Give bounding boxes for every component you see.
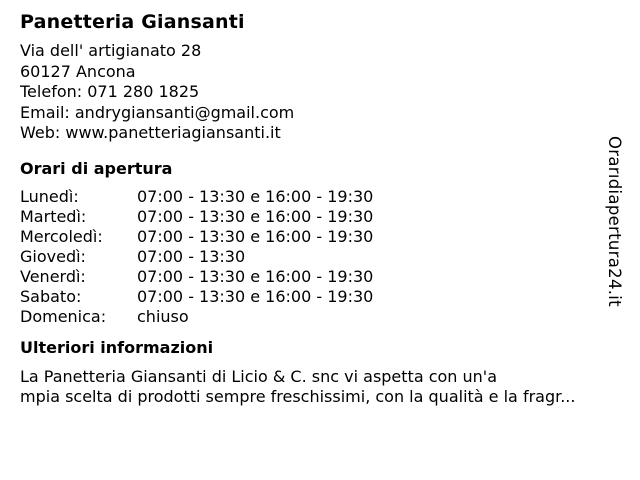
phone-line: Telefon: 071 280 1825 xyxy=(20,82,200,101)
web-line: Web: www.panetteriagiansanti.it xyxy=(20,123,281,142)
description-line: mpia scelta di prodotti sempre freschissimi, con la qualità e la fragr... xyxy=(20,386,576,406)
further-info-heading: Ulteriori informazioni xyxy=(20,337,214,357)
address-street: Via dell' artigianato 28 xyxy=(20,41,202,60)
business-card xyxy=(20,10,620,407)
hours-row-saturday xyxy=(20,287,620,307)
day-label: Martedì: xyxy=(20,206,87,226)
hours-row-friday xyxy=(20,267,620,287)
business-name: Panetteria Giansanti xyxy=(20,11,245,33)
day-label: Venerdì: xyxy=(20,266,86,286)
day-hours: 07:00 - 13:30 e 16:00 - 19:30 xyxy=(137,286,374,306)
day-label: Giovedì: xyxy=(20,246,86,266)
hours-row-monday xyxy=(20,187,620,207)
day-hours: 07:00 - 13:30 e 16:00 - 19:30 xyxy=(137,226,374,246)
day-label: Domenica: xyxy=(20,306,107,326)
hours-row-sunday xyxy=(20,307,620,327)
day-hours: 07:00 - 13:30 e 16:00 - 19:30 xyxy=(137,266,374,286)
day-hours: 07:00 - 13:30 e 16:00 - 19:30 xyxy=(137,206,374,226)
day-hours: chiuso xyxy=(137,306,189,326)
hours-row-tuesday xyxy=(20,207,620,227)
day-label: Sabato: xyxy=(20,286,82,306)
day-hours: 07:00 - 13:30 e 16:00 - 19:30 xyxy=(137,186,374,206)
day-label: Mercoledì: xyxy=(20,226,103,246)
description-line: La Panetteria Giansanti di Licio & C. snc vi aspetta con un'a xyxy=(20,366,498,386)
day-hours: 07:00 - 13:30 xyxy=(137,246,246,266)
hours-row-wednesday xyxy=(20,227,620,247)
contact-block xyxy=(20,41,620,144)
site-watermark: Orarıdiapertura24.it xyxy=(605,136,624,307)
opening-hours-table xyxy=(20,187,620,327)
opening-hours-heading: Orari di apertura xyxy=(20,158,173,178)
description-text xyxy=(20,367,620,407)
email-line: Email: andrygiansanti@gmail.com xyxy=(20,102,295,122)
hours-row-thursday xyxy=(20,247,620,267)
day-label: Lunedì: xyxy=(20,186,79,206)
address-city: 60127 Ancona xyxy=(20,61,136,81)
